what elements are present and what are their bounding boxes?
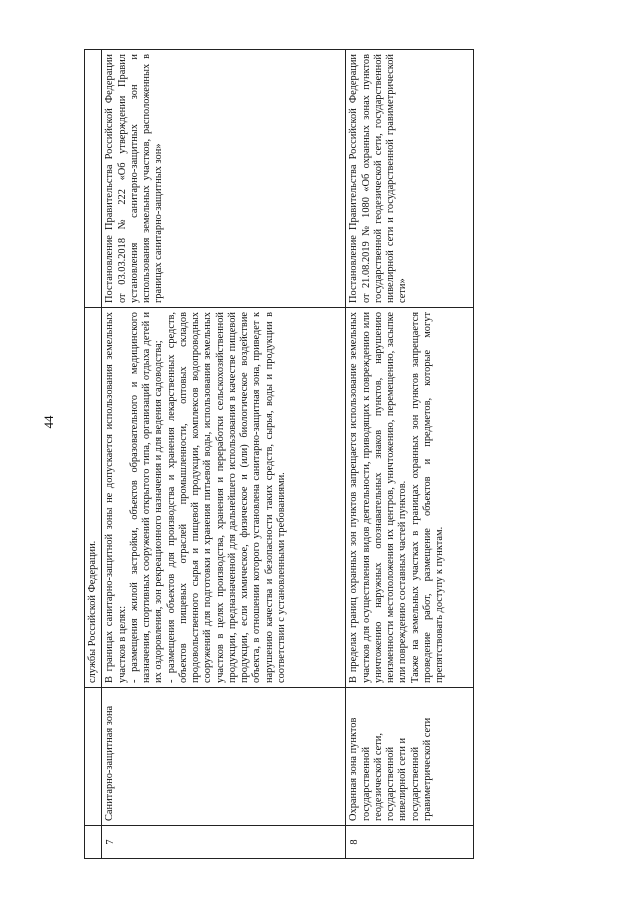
zone-name: Санитарно-защитная зона	[102, 688, 346, 826]
cell-continuation: службы Российской Федерации.	[85, 308, 102, 688]
restriction-paragraph: В пределах границ охранных зон пунктов запрещается использование земельных участков для осуществления видов деятельности, приводящих к повреждению или уничтожению наружных опознавательных знаков пунктов, нарушению неизменности местоположения их центров, уничтожению, перемещению, засыпке или повреждению составных частей пунктов.	[348, 312, 409, 683]
zone-name: Охранная зона пунктов государственной геодезической сети, государственной нивелирной сети и государственной гравиметрической сети	[346, 688, 474, 826]
legal-basis: Постановление Правительства Российской Федерации от 21.08.2019 № 1080 «Об охранных зонах пунктов государственной геодезической сети, государственной нивелирной сети и государственной гравиметрической сети»	[346, 50, 474, 308]
restriction-paragraph: - размещения жилой застройки, объектов образовательного и медицинского назначения, спортивных сооружений открытого типа, организаций отдыха детей и их оздоровления, зон рекреационного назначения и для ведения садоводства;	[128, 312, 165, 683]
restriction-paragraph: В границах санитарно-защитной зоны не допускается использования земельных участков в целях:	[104, 312, 128, 683]
row-number: 7	[102, 826, 346, 859]
restriction-paragraph: - размещения объектов для производства и хранения лекарственных средств, объектов пищевых отраслей промышленности, оптовых складов продовольственного сырья и пищевой продукции, комплексов водопроводных сооружений для подготовки и хранения питьевой воды, использования земельных участков в целях производства, хранения и переработки сельскохозяйственной продукции, предназначенной для дальнейшего использования в качестве пищевой продукции, если химическое, физическое и (или) биологическое воздействие объекта, в отношении которого установлена санитарно-защитная зона, приведет к нарушению качества и безопасности таких средств, сырья, воды и продукции в соответствии с установленными требованиями.	[165, 312, 287, 683]
cell-empty	[85, 688, 102, 826]
table-row-continuation	[85, 50, 102, 859]
table-row	[102, 50, 346, 859]
page-number: 44	[41, 415, 56, 429]
row-number: 8	[346, 826, 474, 859]
restriction-paragraph: Также на земельных участках в границах охранных зон пунктов запрещается проведение работ, размещение объектов и предметов, которые могут препятствовать доступу к пунктам.	[409, 312, 446, 683]
legal-basis: Постановление Правительства Российской Федерации от 03.03.2018 № 222 «Об утверждении Правил установления санитарно-защитных зон и использования земельных участков, расположенных в границах санитарно-защитных зон»	[102, 50, 346, 308]
rotated-table-container	[84, 50, 464, 859]
table-row	[346, 50, 474, 859]
zones-table	[84, 49, 474, 859]
restrictions-cell	[102, 308, 346, 688]
restrictions-cell	[346, 308, 474, 688]
cell-empty	[85, 50, 102, 308]
cell-empty	[85, 826, 102, 859]
